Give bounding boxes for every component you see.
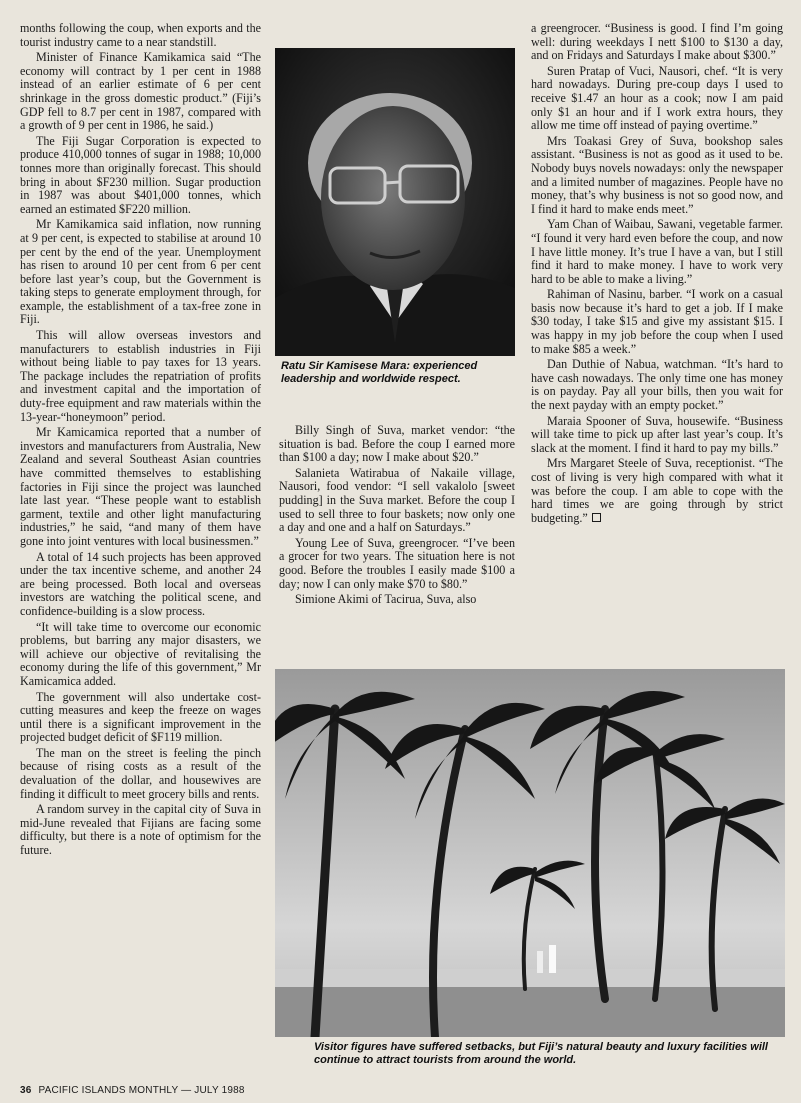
paragraph-text: Maraia Spooner of Suva, housewife. “Business will take time to pick up after last year’s coup. It’s slack at the moment. I find it hard to pay my bills.” [531,413,783,455]
paragraph-text: Minister of Finance Kamikamica said “The economy will contract by 1 per cent in 1988 instead of an earlier estimate of 6 per cent shrinkage in the gross domestic product.” (Fiji’s GDP fell to 8.7 per cent in 1987, compared with a growth of 9 per cent in 1986, he said.) [20,50,261,133]
paragraph [20,747,261,801]
paragraph-text: The Fiji Sugar Corporation is expected to produce 410,000 tonnes of sugar in 1988; 10,000 tonnes more than originally forecast. This should bring in about $F230 million. Sugar production in 1987 was about $401,000 tonnes, which earned an estimated $F220 million. [20,133,261,216]
paragraph [531,288,783,356]
portrait-photo [275,48,515,356]
paragraph-text: Dan Duthie of Nabua, watchman. “It’s hard to have cash nowadays. The only time one has money is on payday. Pay all your bills, then you wait for the next payday with an empty pocket.” [531,357,783,413]
paragraph-text: Mrs Margaret Steele of Suva, receptionist. “The cost of living is very high compared with what it was before the coup. I am able to cope with the hard times we are going through by strict budgeting.” [531,456,783,525]
paragraph [20,22,261,49]
paragraph-text: months following the coup, when exports and the tourist industry came to a near standstill. [20,21,261,49]
paragraph [20,135,261,217]
paragraph-text: Billy Singh of Suva, market vendor: “the situation is bad. Before the coup I earned more than $100 a day; now I make about $20.” [279,423,515,465]
end-mark-icon [592,513,601,522]
paragraph [531,22,783,63]
page-footer [20,1085,245,1096]
paragraph [279,467,515,535]
paragraph [20,426,261,548]
paragraph [20,551,261,619]
paragraph [531,358,783,412]
paragraph-text: The government will also undertake cost-cutting measures and keep the freeze on wages until there is a significant improvement in the projected budget deficit of $F119 million. [20,689,261,745]
paragraph-text: A random survey in the capital city of Suva in mid-June revealed that Fijians are facing some difficulty, but there is a note of optimism for the future. [20,802,261,858]
paragraph [20,803,261,857]
paragraph-text: Mrs Toakasi Grey of Suva, bookshop sales assistant. “Business is not as good as it used to be. Nobody buys novels nowadays: only the newspaper and a limited number of magazines. People have no money, that’s why business is not so good now, and I find it hard to make ends meet.” [531,133,783,216]
paragraph [531,218,783,286]
paragraph [279,424,515,465]
paragraph-text: Suren Pratap of Vuci, Nausori, chef. “It is very hard nowadays. During pre-coup days I used to receive $1.47 an hour as a cook; now I am paid only $1 an hour and if I work extra hours, they allow me time off instead of paying overtime.” [531,63,783,133]
article-column-1 [20,22,261,860]
paragraph-text: A total of 14 such projects has been approved under the tax incentive scheme, and another 24 are being processed. Both local and overseas investors are watching the political scene, and confidence-building is a slow process. [20,549,261,618]
beach-photo [275,669,785,1037]
paragraph [531,415,783,456]
paragraph-text: “It will take time to overcome our economic problems, but barring any major disasters, we will achieve our objective of revitalising the economy during the life of this government,” Mr Kamicamica added. [20,619,261,688]
paragraph [279,593,515,607]
paragraph [20,621,261,689]
article-column-2 [279,424,515,609]
paragraph [531,65,783,133]
paragraph [279,537,515,591]
paragraph [531,457,783,525]
page-number: 36 [20,1085,32,1096]
paragraph-text: Yam Chan of Waibau, Sawani, vegetable farmer. “I found it very hard even before the coup, and now I have little money. It’s true I have a van, but I still find it hard to make money. I have to work very hard to be able to make a living.” [531,217,783,286]
paragraph-text: Young Lee of Suva, greengrocer. “I’ve been a grocer for two years. The situation here is not good. Before the troubles I easily made $100 a day; now I can only make $70 to $80.” [279,535,515,591]
paragraph [20,51,261,133]
portrait-image [275,48,515,356]
paragraph-text: This will allow overseas investors and manufacturers to establish industries in Fiji without being liable to pay taxes for 13 years. The package includes the repatriation of profits and investment capital and the importation of duty-free equipment and raw materials within the 13-year-“honeymoon” period. [20,328,261,424]
paragraph [531,135,783,217]
paragraph-text: Salanieta Watirabua of Nakaile village, Nausori, food vendor: “I sell vakalolo [sweet pudding] in the Suva market. Before the coup I used to sell three to four baskets; now only one a day and one and a half on Saturdays.” [279,465,515,535]
portrait-caption: Ratu Sir Kamisese Mara: experienced leadership and worldwide respect. [281,360,478,385]
paragraph-text: Simione Akimi of Tacirua, Suva, also [295,592,477,607]
paragraph-text: Rahiman of Nasinu, barber. “I work on a casual basis now because it’s hard to get a job. If I make $30 today, I take $15 and give my assistant $15. I was happy in my job before the coup when I used to make $85 a week.” [531,287,783,356]
paragraph-text: Mr Kamikamica said inflation, now running at 9 per cent, is expected to stabilise at around 10 per cent by the end of the year. Unemployment has risen to around 10 per cent from 6 per cent before last year’s coup, but the Government is taking steps to generate employment through, for example, the establishment of a tax-free zone in Fiji. [20,217,261,327]
paragraph [20,218,261,327]
paragraph-text: The man on the street is feeling the pinch because of rising costs as a result of the devaluation of the dollar, and housewives are finding it difficult to meet grocery bills and rents. [20,745,261,801]
paragraph [20,329,261,424]
paragraph [20,691,261,745]
article-column-3 [531,22,783,527]
paragraph-text: a greengrocer. “Business is good. I find I’m going well: during weekdays I nett $100 to $130 a day, and on Fridays and Saturdays I make about $300.” [531,21,783,63]
beach-caption: Visitor figures have suffered setbacks, but Fiji’s natural beauty and luxury facilities will continue to attract tourists from around the world. [314,1041,768,1066]
paragraph-text: Mr Kamicamica reported that a number of investors and manufacturers from Australia, New Zealand and several Southeast Asian countries have committed themselves to establishing factories in Fiji since the project was launched late last year. “These people want to establish garment, textile and other light manufacturing industries,” he said, “and many of them have gone into joint ventures with local businessmen.” [20,425,261,548]
beach-image [275,669,785,1037]
publication-line: PACIFIC ISLANDS MONTHLY — JULY 1988 [38,1085,245,1096]
